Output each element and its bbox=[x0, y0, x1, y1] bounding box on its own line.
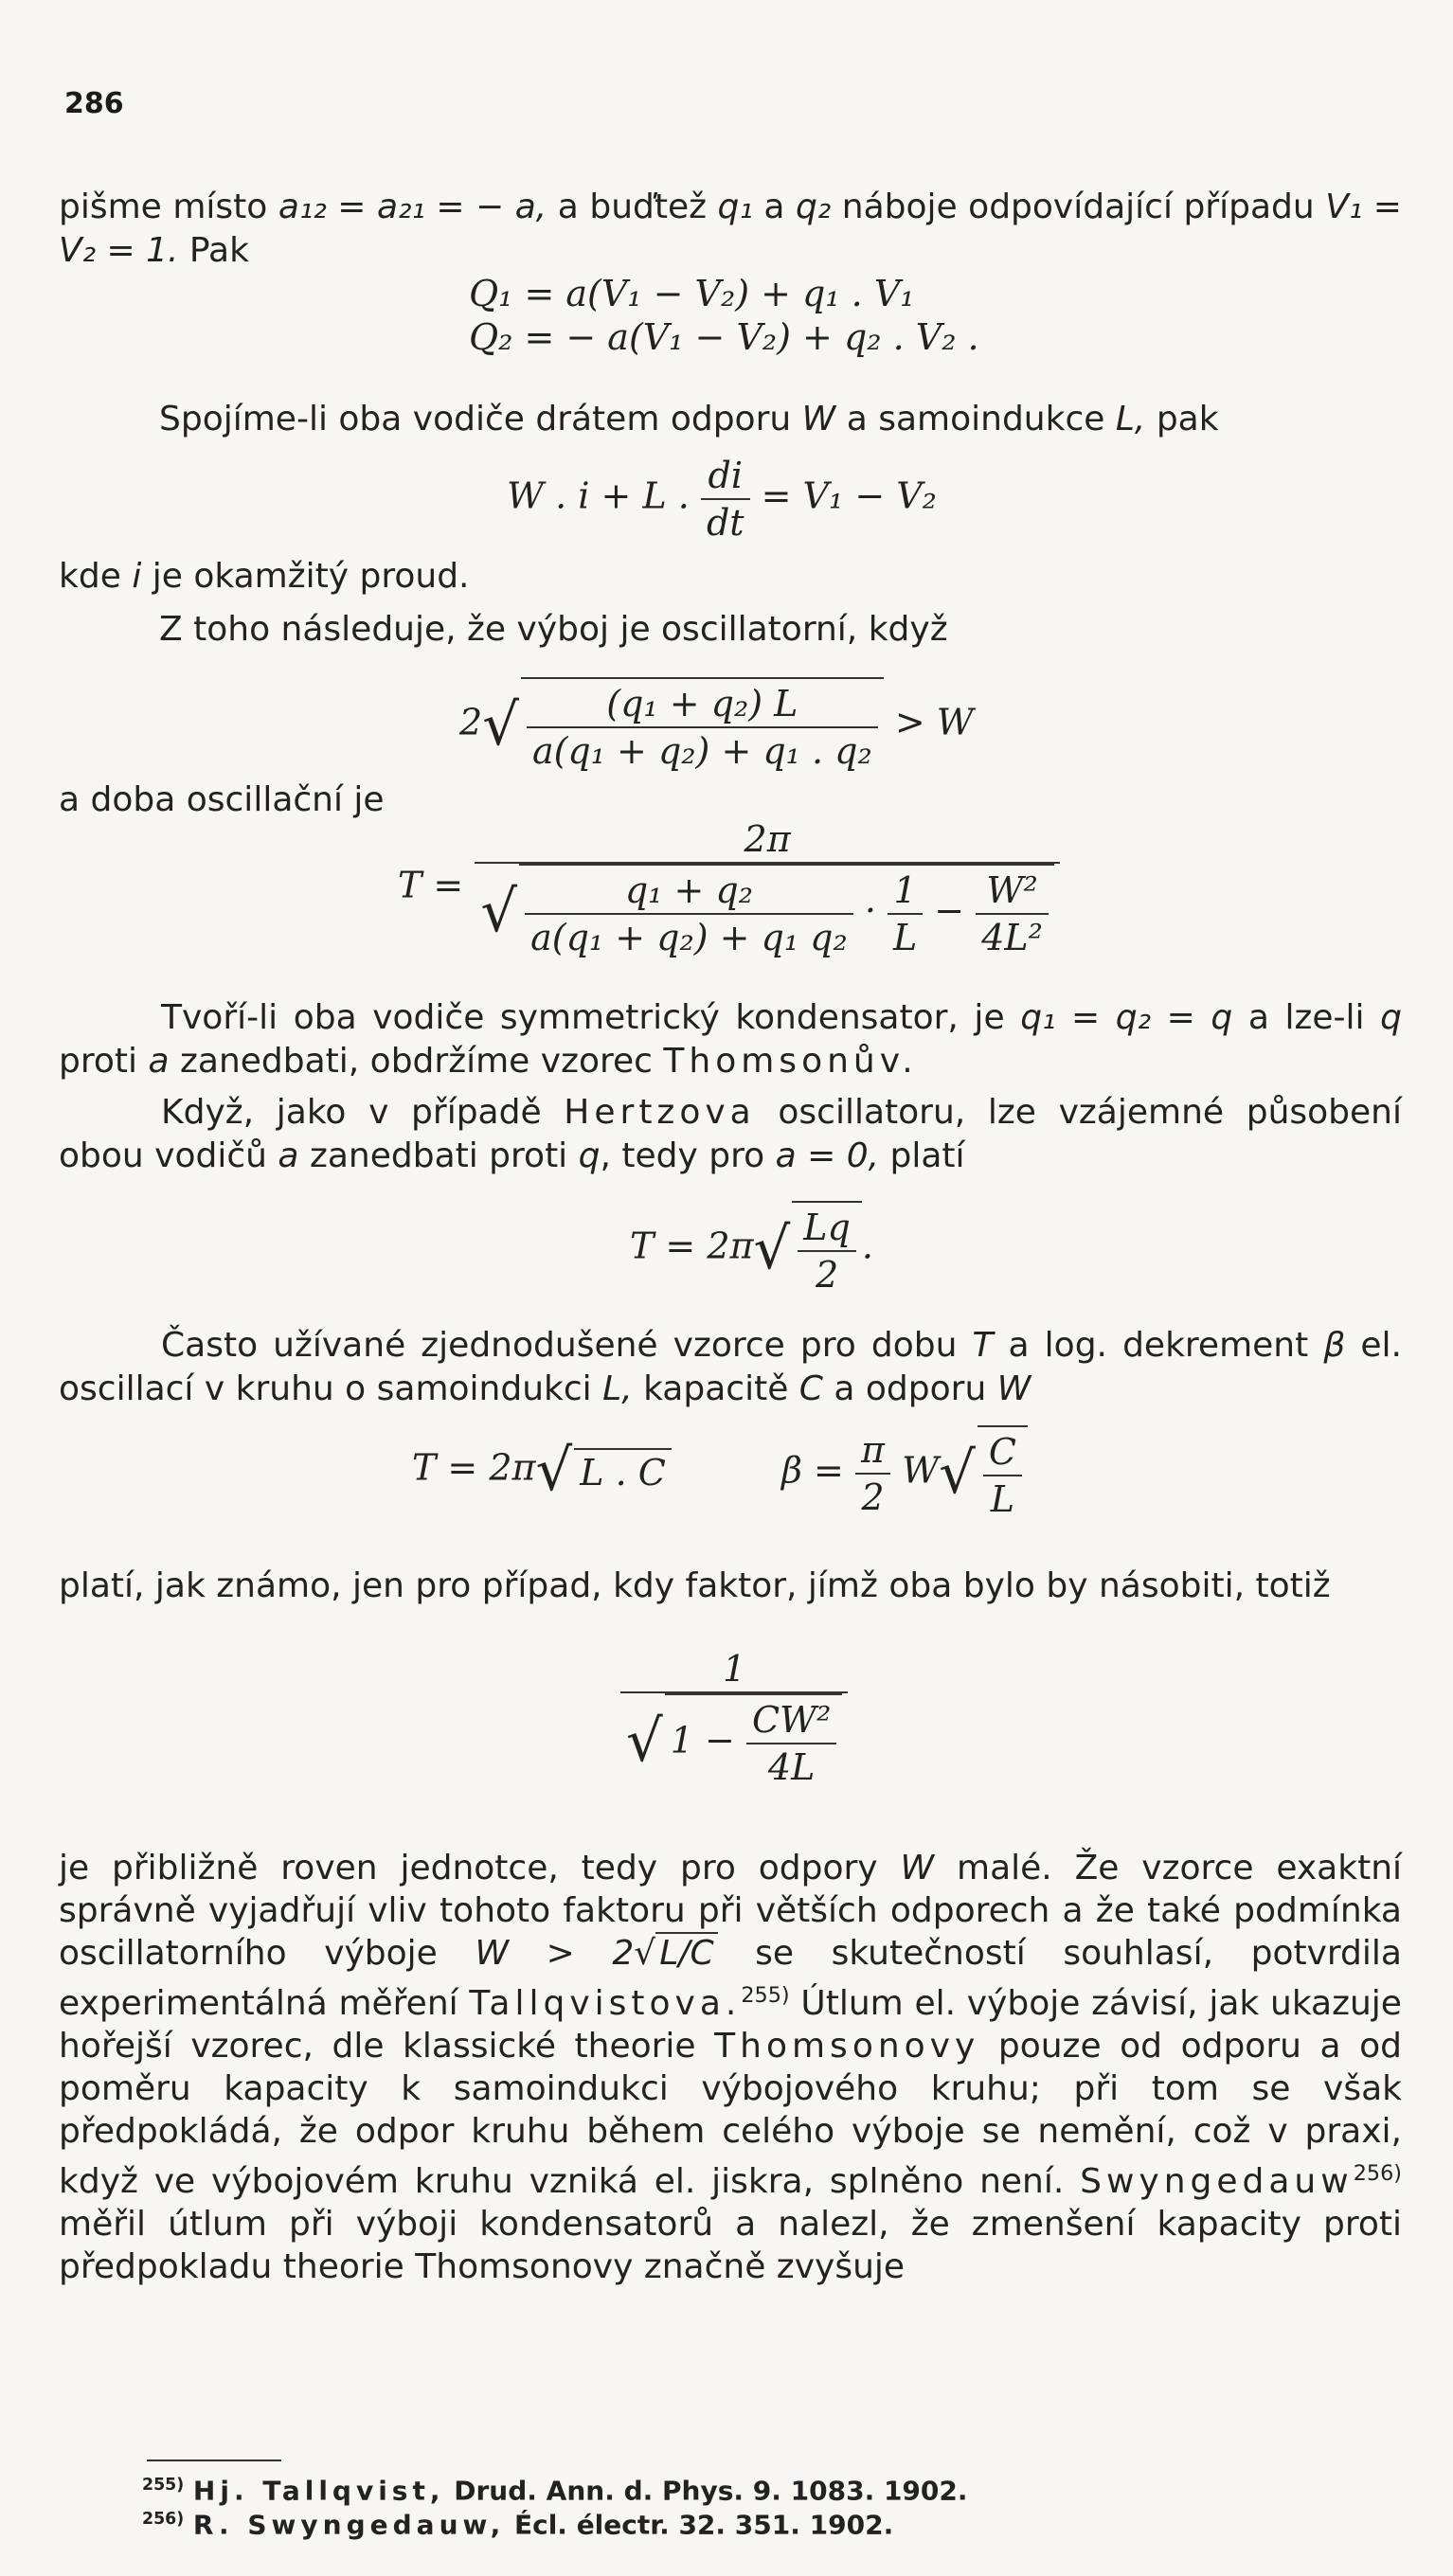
sqrt-body bbox=[665, 1693, 843, 1790]
equation-q2: Q₂ = − a(V₁ − V₂) + q₂ . V₂ . bbox=[469, 316, 979, 358]
inline-formula-condition bbox=[475, 1932, 717, 1973]
numerator: (q₁ + q₂) L bbox=[527, 681, 878, 728]
radical-sign: √ bbox=[482, 692, 519, 759]
text: kapacitě bbox=[643, 1369, 789, 1408]
eq-part: T = 2π bbox=[412, 1446, 536, 1489]
sqrt-body bbox=[792, 1201, 862, 1297]
paragraph-intro bbox=[59, 186, 1402, 273]
text: zanedbati, obdržíme vzorec bbox=[179, 1042, 653, 1081]
paragraph-oscillation: Z toho následuje, že výboj je oscillatorní, když bbox=[159, 610, 948, 649]
inline-symbol: i bbox=[132, 557, 142, 596]
inline-symbol: W bbox=[801, 400, 836, 438]
eq-part: W . i + L . bbox=[507, 474, 690, 517]
eq-part: 1 − bbox=[670, 1719, 735, 1762]
sqrt-body: L . C bbox=[574, 1448, 672, 1494]
text: pišme místo bbox=[59, 188, 268, 226]
denominator: L bbox=[990, 1478, 1015, 1520]
footnote-256 bbox=[142, 2502, 893, 2542]
eq-part: W > 2 bbox=[475, 1934, 635, 1973]
inline-formula: q₁ = q₂ = q bbox=[1020, 998, 1233, 1037]
inline-symbol: L, bbox=[1115, 400, 1146, 438]
eq-part: = V₁ − V₂ bbox=[761, 474, 937, 517]
text: měřil útlum při výboji kondensatorů a nalezl, že zmenšení kapacity proti předpokladu theorie Thomsonovy značně zvyšuje bbox=[59, 2205, 1402, 2286]
paragraph-symmetric bbox=[59, 996, 1402, 1083]
inline-symbol: a bbox=[278, 1136, 299, 1175]
numerator: 2π bbox=[475, 816, 1060, 864]
eq-part: β = bbox=[781, 1449, 844, 1492]
fraction-main bbox=[620, 1646, 848, 1790]
sqrt-body bbox=[521, 677, 884, 774]
text: Útlum el. výboje závisí, jak ukazuje hořejší vzorec, dle klassické theorie bbox=[59, 1984, 1402, 2066]
fraction bbox=[746, 1697, 836, 1790]
text: pouze od odporu a od poměru kapacity k samoindukci výbojového kruhu; při tom se však předpokládá, že odpor kruhu během celého výboje se nemění, což v praxi, když ve výbojovém kruhu vzniká el. jiskra, splněno není. bbox=[59, 2027, 1402, 2201]
radical-sign: √ bbox=[535, 1438, 573, 1504]
numerator: Lq bbox=[798, 1205, 856, 1252]
text: a bbox=[763, 188, 785, 226]
inline-symbol: C bbox=[798, 1369, 823, 1408]
paragraph-factor: platí, jak známo, jen pro případ, kdy faktor, jímž oba bylo by násobiti, totiž bbox=[59, 1566, 1331, 1605]
text: je okamžitý proud. bbox=[152, 557, 470, 596]
denominator: C bbox=[690, 1934, 714, 1973]
equation-circuit bbox=[507, 453, 937, 546]
eq-part: W bbox=[902, 1449, 940, 1492]
inline-symbol: T bbox=[972, 1326, 994, 1365]
numerator: di bbox=[701, 453, 750, 500]
spaced-name: Thomsonův. bbox=[663, 1042, 918, 1081]
equation-thomson-period bbox=[412, 1438, 672, 1504]
inline-symbol: q bbox=[1380, 998, 1402, 1037]
eq-part: > W bbox=[894, 701, 974, 743]
inline-symbol: L, bbox=[602, 1369, 633, 1408]
fraction-main bbox=[475, 816, 1060, 960]
text: kde bbox=[59, 557, 121, 596]
denominator: 2 bbox=[861, 1476, 885, 1518]
text: Když, jako v případě bbox=[161, 1093, 542, 1132]
paragraph-period: a doba oscillační je bbox=[59, 780, 385, 819]
text: el. oscillací v kruhu o samoindukci bbox=[59, 1326, 1402, 1408]
paragraph-current bbox=[59, 555, 1402, 599]
text: tedy pro bbox=[621, 1136, 765, 1175]
denominator: a(q₁ + q₂) + q₁ . q₂ bbox=[531, 730, 872, 772]
inline-symbol: a bbox=[148, 1042, 170, 1081]
inline-symbol: q bbox=[578, 1136, 601, 1175]
text: platí bbox=[889, 1136, 965, 1175]
sqrt-body: $\frac{\text{q₁ + q₂}}{\text{a(q₁ + q₂) + q₁ q₂}}$ · $\frac{1}{L}$ − $\frac{\text{W²}}{\text{4L²}}$ bbox=[519, 864, 1054, 960]
spaced-name: Thomsonovy bbox=[714, 2027, 980, 2066]
text: malé. Že vzorce exaktní správně vyjadřují vliv tohoto faktoru při větších odporech a že také podmínka oscillatorního výboje bbox=[59, 1849, 1403, 1973]
numerator: W² bbox=[976, 868, 1049, 915]
denominator bbox=[475, 864, 1060, 960]
equation-decrement bbox=[781, 1425, 1028, 1522]
radical-sign: √ bbox=[939, 1440, 976, 1507]
numerator: 1 bbox=[888, 868, 923, 915]
paragraph-exact bbox=[59, 1847, 1402, 2288]
inline-formula: a = 0, bbox=[775, 1136, 880, 1175]
denominator: 4L bbox=[767, 1746, 816, 1788]
equation-period bbox=[398, 816, 1060, 960]
sqrt-body bbox=[978, 1425, 1028, 1522]
footnote-ref[interactable]: 256) bbox=[1353, 2161, 1402, 2186]
inline-symbol: q₁ bbox=[717, 188, 753, 226]
inline-symbol: W bbox=[996, 1369, 1031, 1408]
footnote-source: Drud. Ann. d. Phys. 9. 1083. 1902. bbox=[454, 2475, 968, 2507]
paragraph-connect bbox=[159, 398, 1390, 441]
page-number: 286 bbox=[64, 87, 124, 120]
footnote-author: Hj. Tallqvist, bbox=[192, 2475, 445, 2507]
text: je přibližně roven jednotce, tedy pro odpory bbox=[59, 1849, 878, 1887]
footnote-ref[interactable]: 255) bbox=[741, 1983, 790, 2008]
fraction bbox=[798, 1205, 856, 1297]
fraction bbox=[855, 1427, 890, 1520]
eq-part: T = bbox=[398, 864, 464, 906]
equation-oscillation-condition bbox=[459, 677, 974, 774]
fraction bbox=[983, 1429, 1022, 1522]
text: náboje odpovídající případu bbox=[841, 188, 1315, 226]
equation-factor bbox=[620, 1646, 848, 1790]
paragraph-simplified bbox=[59, 1324, 1402, 1411]
spaced-name: Tallqvistova. bbox=[469, 1984, 742, 2023]
text: Spojíme-li oba vodiče drátem odporu bbox=[159, 400, 792, 438]
numerator: CW² bbox=[746, 1697, 836, 1744]
text: Často užívané zjednodušené vzorce pro dobu bbox=[161, 1326, 958, 1365]
text: oscillatoru, lze vzájemné působení obou vodičů bbox=[59, 1093, 1402, 1175]
denominator bbox=[620, 1693, 848, 1790]
inline-symbol: W bbox=[900, 1849, 935, 1887]
text: proti bbox=[59, 1042, 138, 1081]
eq-part: 2 bbox=[459, 701, 483, 743]
text: pak bbox=[1156, 400, 1219, 438]
numerator: 1 bbox=[620, 1646, 848, 1693]
text: se skutečností souhlasí, potvrdila experimentálná měření bbox=[59, 1934, 1402, 2023]
numerator: π bbox=[855, 1427, 890, 1475]
radical-sign: √ bbox=[634, 1934, 656, 1973]
equation-q1: Q₁ = a(V₁ − V₂) + q₁ . V₁ bbox=[469, 273, 915, 314]
fraction bbox=[525, 868, 853, 960]
denominator: 4L² bbox=[981, 917, 1043, 958]
text: a log. dekrement bbox=[1008, 1326, 1309, 1365]
equation-hertz-period: T = 2π√ $\frac{Lq}{2}$ . bbox=[630, 1201, 873, 1297]
footnote-author: R. Swyngedauw, bbox=[192, 2509, 506, 2541]
text: a samoindukce bbox=[846, 400, 1105, 438]
sqrt-body: L/C bbox=[655, 1932, 717, 1973]
inline-symbol: q₂ bbox=[795, 188, 832, 226]
denominator: 2 bbox=[815, 1254, 839, 1296]
text: Tvoří-li oba vodiče symmetrický kondensator, je bbox=[161, 998, 1005, 1037]
numerator: C bbox=[983, 1429, 1022, 1476]
inline-formula: a₁₂ = a₂₁ = − a, bbox=[278, 188, 547, 226]
fraction-di-dt bbox=[701, 453, 750, 546]
fraction bbox=[527, 681, 878, 774]
radical-sign: √ bbox=[753, 1216, 791, 1282]
spaced-name: Swyngedauw bbox=[1080, 2162, 1354, 2201]
text: a odporu bbox=[834, 1369, 987, 1408]
denominator: a(q₁ + q₂) + q₁ q₂ bbox=[530, 917, 848, 958]
inline-symbol: β bbox=[1323, 1326, 1346, 1365]
text: Pak bbox=[188, 231, 249, 270]
inline-formula: V₁ = V₂ = 1. bbox=[59, 188, 1402, 270]
fraction bbox=[888, 868, 923, 960]
numerator: L bbox=[659, 1934, 679, 1973]
radical-sign: √ bbox=[626, 1708, 663, 1775]
paragraph-hertz: Když, jako v případě Hertzova oscillatoru, lze vzájemné působení obou vodičů a zanedbati proti q, tedy pro a = 0, platí bbox=[59, 1093, 1402, 1175]
fraction bbox=[976, 868, 1049, 960]
text: a lze-li bbox=[1247, 998, 1365, 1037]
footnote-rule bbox=[147, 2460, 281, 2461]
denominator: L bbox=[892, 917, 918, 958]
footnote-marker: 255) bbox=[142, 2476, 185, 2495]
radical-sign: √ bbox=[480, 879, 518, 945]
denominator: dt bbox=[706, 502, 744, 544]
numerator: q₁ + q₂ bbox=[525, 868, 853, 915]
text: a buďtež bbox=[557, 188, 708, 226]
eq-part: T = 2π bbox=[630, 1225, 754, 1267]
footnote-marker: 256) bbox=[142, 2510, 185, 2529]
footnote-source: Écl. électr. 32. 351. 1902. bbox=[513, 2509, 894, 2541]
spaced-name: Hertzova bbox=[564, 1093, 756, 1132]
text: zanedbati proti bbox=[309, 1136, 568, 1175]
